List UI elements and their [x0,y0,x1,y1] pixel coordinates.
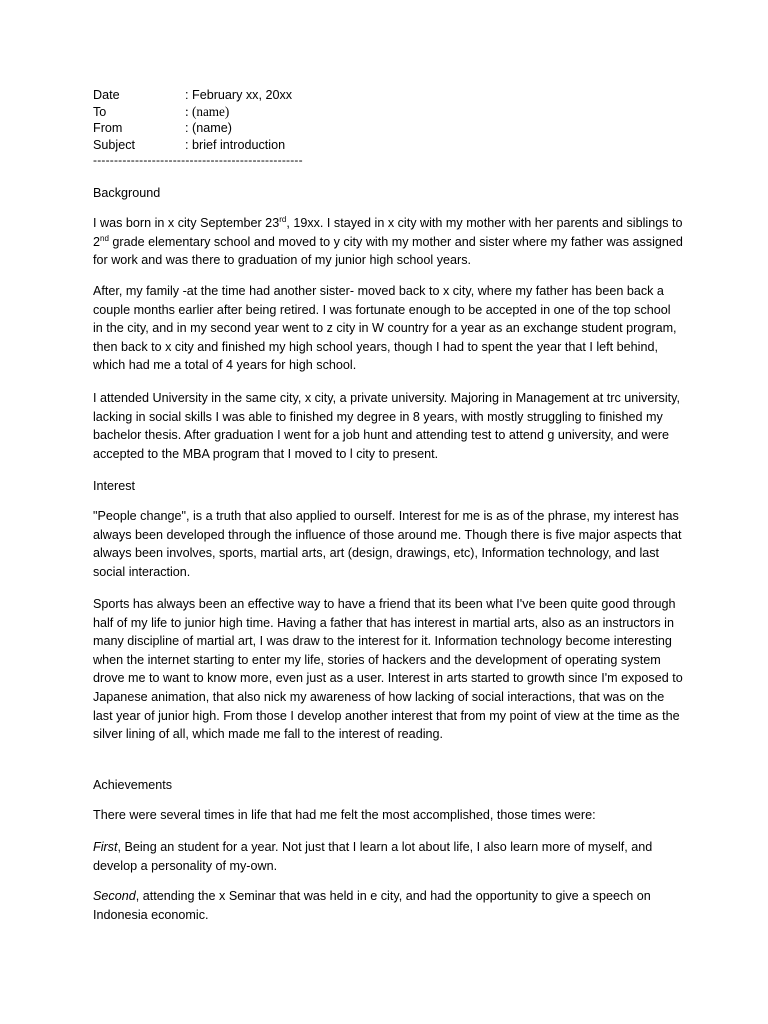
achievement-second-text: , attending the x Seminar that was held in e city, and had the opportunity to give a speech on Indonesia economic. [93,889,651,922]
interest-paragraph-2: Sports has always been an effective way to have a friend that its been what I've been quite good through half of my life to junior high time. Having a father that has interest in martial arts, also as an instructors in many discipline of martial art, I was draw to the interest for it. Information technology become interesting when the internet starting to enter my life, stories of hackers and the development of operating system drove me to want to know more, even just as a user. Interest in arts started to growth since I'm exposed to Japanese animation, that also nick my awareness of how lacking of social interactions, that was on the last year of junior high. From those I develop another interest that from my point of view at the time as the silver lining of all, which made me fall to the interest of reading. [93,597,683,742]
background-p1-part-a: I was born in x city September 23 [93,216,280,230]
memo-header [93,87,693,153]
date-value: : February xx, 20xx [185,88,293,102]
from-value: : (name) [185,121,232,135]
background-p1-part-c: grade elementary school and moved to y city with my mother and sister where my father was assigned for work and was there to graduation of my junior high school years. [93,234,683,268]
background-heading: Background [93,186,161,200]
interest-paragraph-1: "People change", is a truth that also applied to ourself. Interest for me is as of the phrase, my interest has always been developed through the influence of those around me. Though there is five major aspects that always been involves, sports, martial arts, art (design, drawings, etc), Information technology, and last social interaction. [93,509,682,579]
achievement-first [93,838,683,875]
header-divider: -------------------------------------------------- [93,153,303,167]
achievements-heading: Achievements [93,778,173,792]
date-row [93,87,693,104]
achievements-intro: There were several times in life that had me felt the most accomplished, those times were: [93,808,596,822]
achievement-first-label: First [93,840,118,854]
to-row [93,104,693,121]
achievement-second-label: Second [93,889,136,903]
background-p1-sup-rd: rd [279,214,287,224]
achievement-second [93,887,683,924]
background-paragraph-1 [93,214,683,270]
background-paragraph-3: I attended University in the same city, x city, a private university. Majoring in Management at trc university, lacking in social skills I was able to finished my degree in 8 years, with mostly struggling to finished my bachelor thesis. After graduation I went for a job hunt and attending test to attend g university, and were accepted to the MBA program that I moved to l city to present. [93,391,681,461]
background-p1-sup-nd: nd [100,233,109,243]
achievement-first-text: , Being an student for a year. Not just that I learn a lot about life, I also learn more of myself, and develop a personality of my-own. [93,840,653,873]
to-label: To [93,104,107,119]
to-value: : (name) [185,103,230,119]
date-label: Date [93,88,120,102]
from-row [93,120,693,137]
interest-heading: Interest [93,479,135,493]
background-paragraph-2: After, my family -at the time had another sister- moved back to x city, where my father has been back a couple months earlier after being retired. I was fortunate enough to be accepted in one of the top school in the city, and in my second year went to z city in W country for a year as an exchange student program, then back to x city and finished my high school years, though I had to spent the year that I left behind, which had me a total of 4 years for high school. [93,284,677,373]
subject-label: Subject [93,137,136,152]
from-label: From [93,121,123,135]
background-p1-part-b: , 19xx. I stayed in x city with my mother with her parents and siblings to 2 [93,216,683,249]
subject-value: : brief introduction [185,137,286,152]
